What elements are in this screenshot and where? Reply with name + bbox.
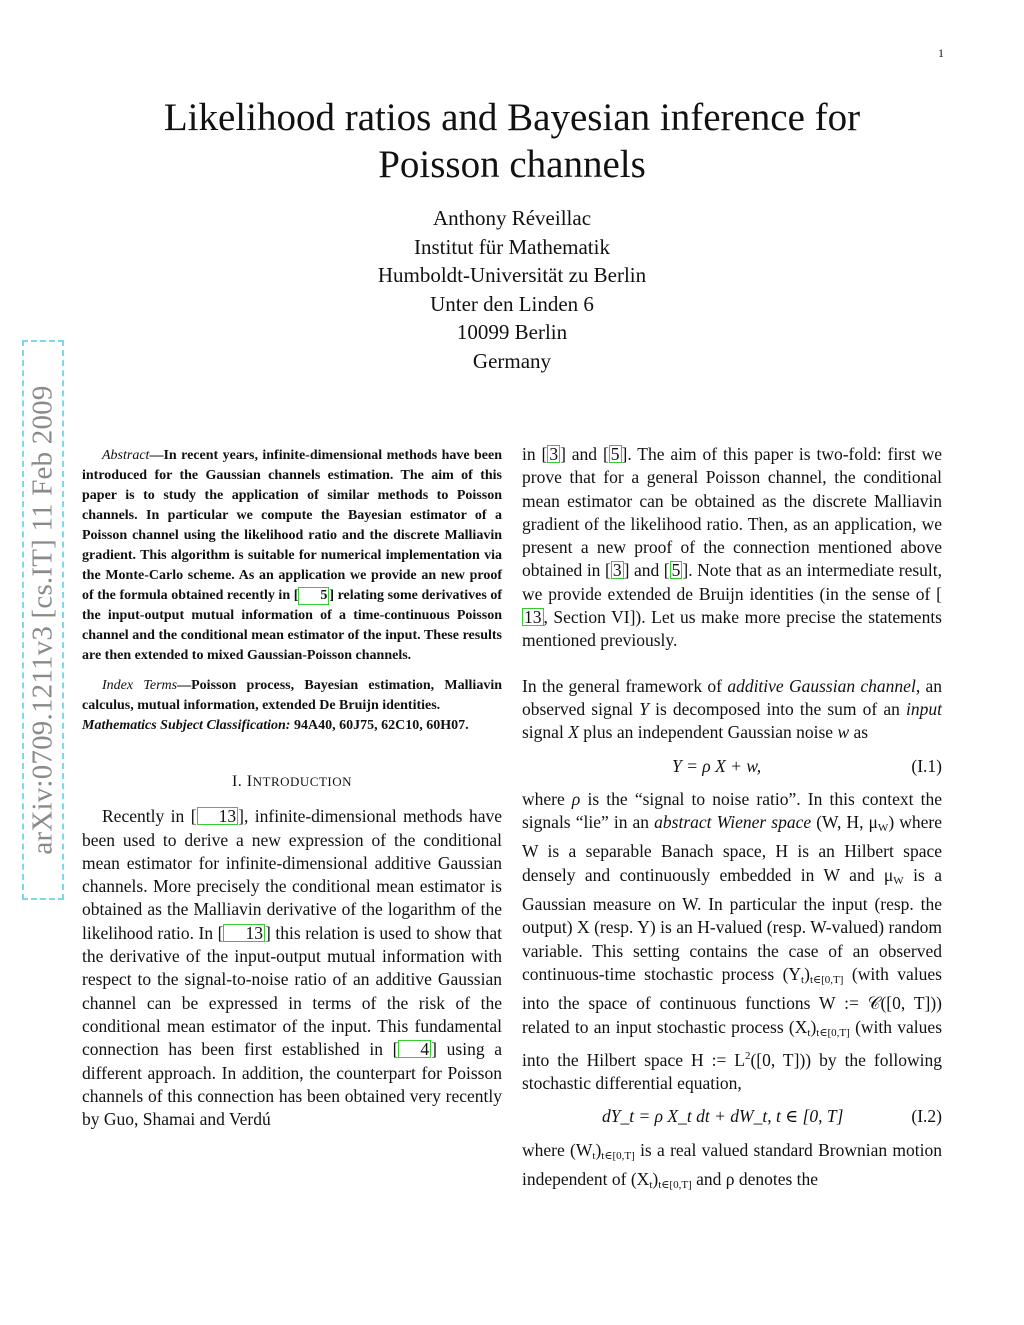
rp3-paren-e: ) — [804, 963, 810, 984]
index-dash: — — [177, 678, 192, 693]
intro-text-c: this relation is used to show that the derivative of the input-output mutual information with respect to the signal-to-noise ratio of an additive Gaussian channel can be expressed in terms of the risk of the conditional mean estimator of the input. This fundamental connection has been first established in — [82, 922, 502, 1060]
rp3-sub-f2: t∈[0,T] — [816, 1026, 850, 1039]
rp1-text-a: in — [522, 444, 542, 464]
rp1-text-e: . Note that as an intermediate result, we provide extended de Bruijn identities (in the sense of — [522, 560, 942, 604]
abstract-dash: — — [149, 448, 164, 463]
rp3-text-e: is a Gaussian measure on W. In particular the input (resp. the output) X (resp. Y) is an H-valued (resp. W-valued) random variable. This setting contains the case of an observed continuous-time stochastic process (Y — [522, 864, 942, 984]
left-column — [82, 446, 502, 1131]
rp3-text-g: (with values into the Hilbert space H := L — [522, 1016, 942, 1070]
rp3-symbol-rho: ρ — [571, 788, 581, 809]
citation-link[interactable]: 3 — [612, 560, 622, 581]
rp3-text-f: (with values into the space of continuous functions W := 𝒞([0, T])) related to an input stochastic process (X — [522, 963, 942, 1037]
author-block — [0, 204, 1024, 375]
rp4-sub-b2: t∈[0,T] — [658, 1179, 692, 1192]
section-numeral: I. — [231, 773, 243, 790]
rp2-text-c: is decomposed into the sum of an — [648, 698, 906, 719]
abstract: Abstract—In recent years, infinite-dimensional methods have been introduced for the Gaussian channels estimation. The aim of this paper is to study the application of similar methods to Poisson channels. In particular we compute the Bayesian estimator of a Poisson channel using the likelihood ratio and the discrete Malliavin gradient. This algorithm is suitable for numerical implementation via the Monte-Carlo scheme. As an application we provide an new proof of the formula obtained recently in [ 5 ] relating some derivatives of the input-output mutual information of a time-continuous Poisson channel and the conditional mean estimator of the input. These results are then extended to mixed Gaussian-Poisson channels. Index Terms—Poisson process, Bayesian estimation, Malliavin calculus, mutual information, extended De Bruijn identities. Mathematics Subject Classification: 94A40, 60J75, 62C10, 60H07. — [82, 448, 502, 733]
equation-I1-number: (I.1) — [911, 755, 942, 776]
citation-link[interactable]: 13 — [197, 807, 239, 825]
intro-text-b: , infinite-dimensional methods have been used to derive a new expression of the conditional mean estimator for infinite-dimensional additive Gaussian channels. More precisely the conditional mean estimator is obtained as the Malliavin derivative of the logarithm of the likelihood ratio. In — [82, 806, 502, 943]
rp3-sup-g: 2 — [744, 1049, 751, 1062]
equation-I1 — [522, 755, 942, 778]
msc-text: 94A40, 60J75, 62C10, 60H07. — [290, 718, 469, 733]
rp2-text-e: plus an independent Gaussian noise — [578, 722, 838, 743]
msc-lead: Mathematics Subject Classification: — [82, 718, 291, 733]
rp4-paren-a: ) — [595, 1139, 602, 1160]
index-terms-lead: Index Terms — [102, 678, 178, 693]
arxiv-stamp — [22, 340, 64, 900]
abstract-lead: Abstract — [102, 448, 150, 463]
abstract-text-a: In recent years, infinite-dimensional methods have been introduced for the Gaussian channels estimation. The aim of this paper is to study the application of similar methods to Poisson channels. In particular we compute the Bayesian estimator of a Poisson channel using the likelihood ratio and the discrete Malliavin gradient. This algorithm is suitable for numerical implementation via the Monte-Carlo scheme. As an application we provide an new proof of the formula obtained recently in — [82, 448, 502, 603]
rp4-sub-b1: t — [649, 1179, 653, 1192]
rp4-sub-a2: t∈[0,T] — [601, 1149, 635, 1162]
equation-I2 — [522, 1105, 942, 1128]
author-country: Germany — [472, 348, 552, 373]
abstract-text-b: relating some derivatives of the input-output mutual information of a time-continuous Poisson channel and the conditional mean estimator of the input. These results are then extended to mixed Gaussian-Poisson channels. — [82, 588, 502, 663]
rp4-sub-a1: t — [592, 1149, 596, 1162]
rp2-emphasis-1: additive Gaussian channel — [727, 675, 916, 696]
citation-link[interactable]: 4 — [398, 1040, 431, 1058]
title-line-2: Poisson channels — [378, 143, 646, 186]
intro-paragraph: Recently in [ 13 ], infinite-dimensional methods have been used to derive a new expression of the conditional mean estimator for infinite-dimensional additive Gaussian channels. More precisely the conditional mean estimator is obtained as the Malliavin derivative of the logarithm of the likelihood ratio. In [ 13 ] this relation is used to show that the derivative of the input-output mutual information with respect to the signal-to-noise ratio of an additive Gaussian channel can be expressed in terms of the risk of the conditional mean estimator of the input. This fundamental connection has been first established in [ 4 ] using a different approach. In addition, the counterpart for Poisson channels of this connection has been obtained very recently by Guo, Shamai and Verdú — [82, 806, 502, 1130]
section-first-letter: I — [246, 773, 253, 790]
citation-link[interactable]: 3 — [549, 444, 559, 464]
rp2-symbol-w: w — [837, 722, 850, 743]
rp3-text-a: where — [522, 788, 572, 809]
author-city: 10099 Berlin — [456, 320, 568, 344]
rp3-text-h: ([0, T])) by the following stochastic differential equation, — [522, 1049, 942, 1094]
rp1-text-b: and — [565, 444, 603, 464]
citation-link[interactable]: 5 — [610, 444, 620, 464]
rp3-sub-f1: t — [807, 1026, 811, 1039]
rp3-emphasis: abstract Wiener space — [654, 812, 812, 833]
equation-I1-expr: Y = ρ X + w, — [672, 755, 762, 776]
intro-text-a: Recently in — [102, 806, 191, 827]
title-line-1: Likelihood ratios and Bayesian inference for — [163, 96, 861, 139]
rp2-text-f: as — [849, 722, 869, 743]
rp3-sub-d: W — [893, 874, 904, 887]
rp2-symbol-x: X — [568, 722, 579, 743]
rp3-sub-e2: t∈[0,T] — [809, 973, 844, 986]
index-terms-text: Poisson process, Bayesian estimation, Malliavin calculus, mutual information, extended De Bruijn identities. — [82, 678, 502, 713]
arxiv-stamp-text: arXiv:0709.1211v3 [cs.IT] 11 Feb 2009 — [26, 385, 59, 855]
section-title-rest: NTRODUCTION — [252, 774, 353, 789]
rp3-sub-e1: t — [801, 973, 805, 986]
rp4-paren-b: ) — [652, 1169, 659, 1190]
citation-link[interactable]: 5 — [671, 560, 681, 581]
section-heading — [82, 770, 502, 793]
rp3-text-c: (W, H, μ — [811, 812, 878, 833]
intro-text-d: using a different approach. In addition, the counterpart for Poisson channels of this connection has been obtained very recently by Guo, Shamai and Verdú — [82, 1039, 502, 1130]
rp4-text-c: and ρ denotes the — [691, 1169, 819, 1190]
rp2-text-b: , an observed signal — [522, 675, 943, 719]
citation-link[interactable]: 5 — [298, 587, 329, 605]
page-number: 1 — [938, 46, 944, 60]
author-street: Unter den Linden 6 — [430, 291, 594, 316]
rp3-paren-f: ) — [810, 1016, 817, 1037]
rp2-text-d: signal — [522, 722, 569, 743]
rp3-text-d: ) where W is a separable Banach space, H is an Hilbert space densely and continuously embedded in W and μ — [522, 812, 942, 885]
right-paragraph-1: in [ 3 ] and [ 5 ]. The aim of this paper is two-fold: first we prove that for a general Poisson channel, the conditional mean estimator can be obtained as the discrete Malliavin gradient of the likelihood ratio. Then, as an application, we present a new proof of the connection mentioned above obtained in [ 3 ] and [ 5 ]. Note that as an intermediate result, we provide extended de Bruijn identities (in the sense of [13 , Section VI]). Let us make more precise the statements mentioned previously. — [522, 444, 942, 651]
author-institute: Institut für Mathematik — [414, 234, 610, 259]
author-university: Humboldt-Universität zu Berlin — [377, 263, 647, 287]
rp2-emphasis-2: input — [906, 698, 942, 719]
paper-title — [0, 94, 1024, 188]
rp1-text-f: , Section VI]). Let us make more precise the statements mentioned previously. — [522, 607, 942, 651]
right-paragraph-3 — [522, 788, 942, 1096]
rp1-text-d: and — [629, 560, 664, 581]
rp1-text-c: . The aim of this paper is two-fold: first we prove that for a general Poisson channel, the conditional mean estimator can be obtained as the discrete Malliavin gradient of the likelihood ratio. Then, as an application, we present a new proof of the connection mentioned above obtained in — [522, 444, 942, 581]
author-name: Anthony Réveillac — [432, 206, 592, 230]
rp4-text-b: is a real valued standard Brownian motion independent of (X — [522, 1139, 942, 1190]
citation-link[interactable]: 13 — [223, 924, 265, 942]
rp3-text-b: is the “signal to noise ratio”. In this context the signals “lie” in an — [522, 788, 942, 833]
rp2-symbol-y: Y — [639, 698, 649, 719]
rp2-text-a: In the general framework of — [522, 675, 728, 696]
equation-I2-expr: dY_t = ρ X_t dt + dW_t, t ∈ [0, T] — [602, 1106, 844, 1127]
equation-I2-number: (I.2) — [911, 1106, 942, 1127]
citation-link[interactable]: 13 — [524, 607, 542, 628]
rp4-text-a: where (W — [522, 1139, 593, 1160]
right-paragraph-2 — [522, 675, 942, 745]
rp3-sub-c: W — [877, 822, 889, 835]
right-paragraph-4 — [522, 1139, 942, 1198]
right-column — [522, 443, 942, 1197]
